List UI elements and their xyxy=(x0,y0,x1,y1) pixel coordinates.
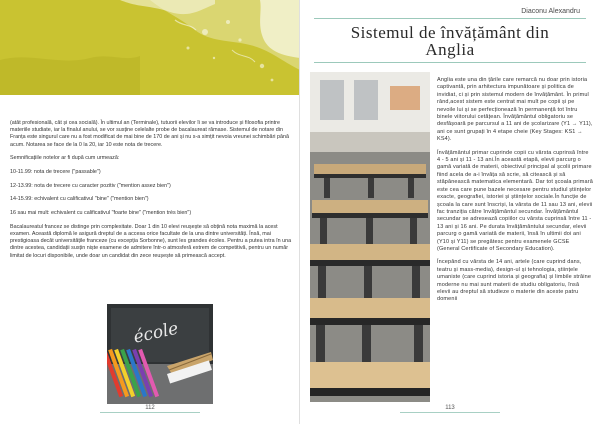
title-line-1: Sistemul de învățământ din xyxy=(350,23,550,42)
footer-divider xyxy=(400,412,500,413)
chalkboard-photo xyxy=(107,304,213,404)
classroom-photo xyxy=(310,72,430,402)
grade-meaning-item: 10-11.99: nota de trecere ("passable") xyxy=(10,169,101,176)
page-number: 113 xyxy=(445,405,455,411)
page-number: 112 xyxy=(145,405,155,411)
paragraph: Învățământul primar cuprinde copii cu vârsta cuprinsă între 4 - 5 ani și 11 - 13 ani.În această etapă, elevii parcurg o gamă variată de materii, obiectivul principal al școlii primare fiind acela de a-i învăța să scrie, să citească și să stăpânească matematica elementară. Dar tot școala primară este cea care pune bazele necesare pentru studiul științelor exacte, geografiei, istoriei și științelor sociale.În funcție de școala la care sunt înscriși, la vârsta de 11 sau 13 ani, elevii fac tranziția către învățământul secundar. Învățământul secundar se adresează copiilor cu vârsta cuprinsă între 11 - 13 ani și 16 ani. Pe durata învățământului secundar, elevii parcurg o gamă variată de materii, însă în ultimii doi ani (Y10 și Y11) se pregătesc pentru examenele GCSE (General Certificate of Secondary Education). xyxy=(437,149,593,252)
title-line-2: Anglia xyxy=(425,40,475,59)
paragraph: Anglia este una din țările care remarcă nu doar prin istoria captivantă, prin arhitectura impunătoare și politica de invidiat, ci și prin sistemul modern de învățământ. În primul rând,acest sistem este centrat mai mult pe copii și pe nevoile lui și se perfecționează în permanență tot întru binele viitorului cetățean. Învățământul obligatoriu se desfășoară pe parcursul a 11 ani de școlarizare (Y1 → Y11), ani ce sunt grupați în 4 etape cheie (Key Stages: KS1 → KS4). xyxy=(437,77,593,143)
left-article-body xyxy=(10,120,292,266)
paragraph: Semnificațiile notelor ar fi după cum urmează: xyxy=(10,155,120,162)
title-divider xyxy=(314,62,586,63)
article-title xyxy=(314,24,586,58)
footer-divider xyxy=(100,412,200,413)
author-name: Diaconu Alexandru xyxy=(521,8,580,15)
paragraph: Bacalaureatul francez se distinge prin complexitate. Doar 1 din 10 elevi reușește să obțină nota maximă la acest examen. Această diplomă le asigură dreptul de a accesa orice facultate de la una dintre universități. Însă, mai prestigioasa decât universitățile franceze (cu excepția Sorbonne), sunt les grandes écoles. Pentru a putea intra în una dintre acestea, candidații susțin niște examene de admitere într-o atmosferă extrem de competitivă, pentru un număr limitat de locuri disponibile, unde doar un candidat din zece reușește să primească accept. xyxy=(10,223,292,259)
header-divider xyxy=(314,18,586,19)
right-article-body xyxy=(437,77,593,310)
paint-texture-graphic xyxy=(0,0,300,95)
paragraph: Începând cu vârsta de 14 ani, artele (care cuprind dans, teatru și mass-media), design-ul și tehnologia, științele umaniste (care cuprind istoria și geografia) și limbile străine moderne nu mai sunt materii de studiu obligatoriu, însă elevii au dreptul să studieze o materie din aceste patru domenii xyxy=(437,259,592,303)
paragraph: (atât profesională, cât și cea socială). În ultimul an (Terminale), tutuorii elevilor îi se va introduce și filosofia printre materiile studiate, iar la finalul anului, se vor susține celelalte probe de bacalaureat rămase. Sistemul de notare din Franța este singurul care nu a fost modificat de mai bine de 170 de ani și nu s-a simțit nevoia vreunei schimbări până acum. Notarea se face de la 0 la 20, iar 10 este nota de trecere. xyxy=(10,120,289,148)
grade-meaning-item: 14-15.99: echivalent cu calificativul "bine" ("mention bien") xyxy=(10,196,149,203)
chalk-lettering: école xyxy=(131,318,181,348)
decorative-green-banner xyxy=(0,0,300,95)
right-page xyxy=(300,0,600,424)
grade-meaning-item: 12-13.99: nota de trecere cu caracter pozitiv ("mention assez bien") xyxy=(10,182,171,189)
grade-meaning-item: 16 sau mai mult: echivalent cu calificativul "foarte bine" ("mention très bien") xyxy=(10,210,192,217)
